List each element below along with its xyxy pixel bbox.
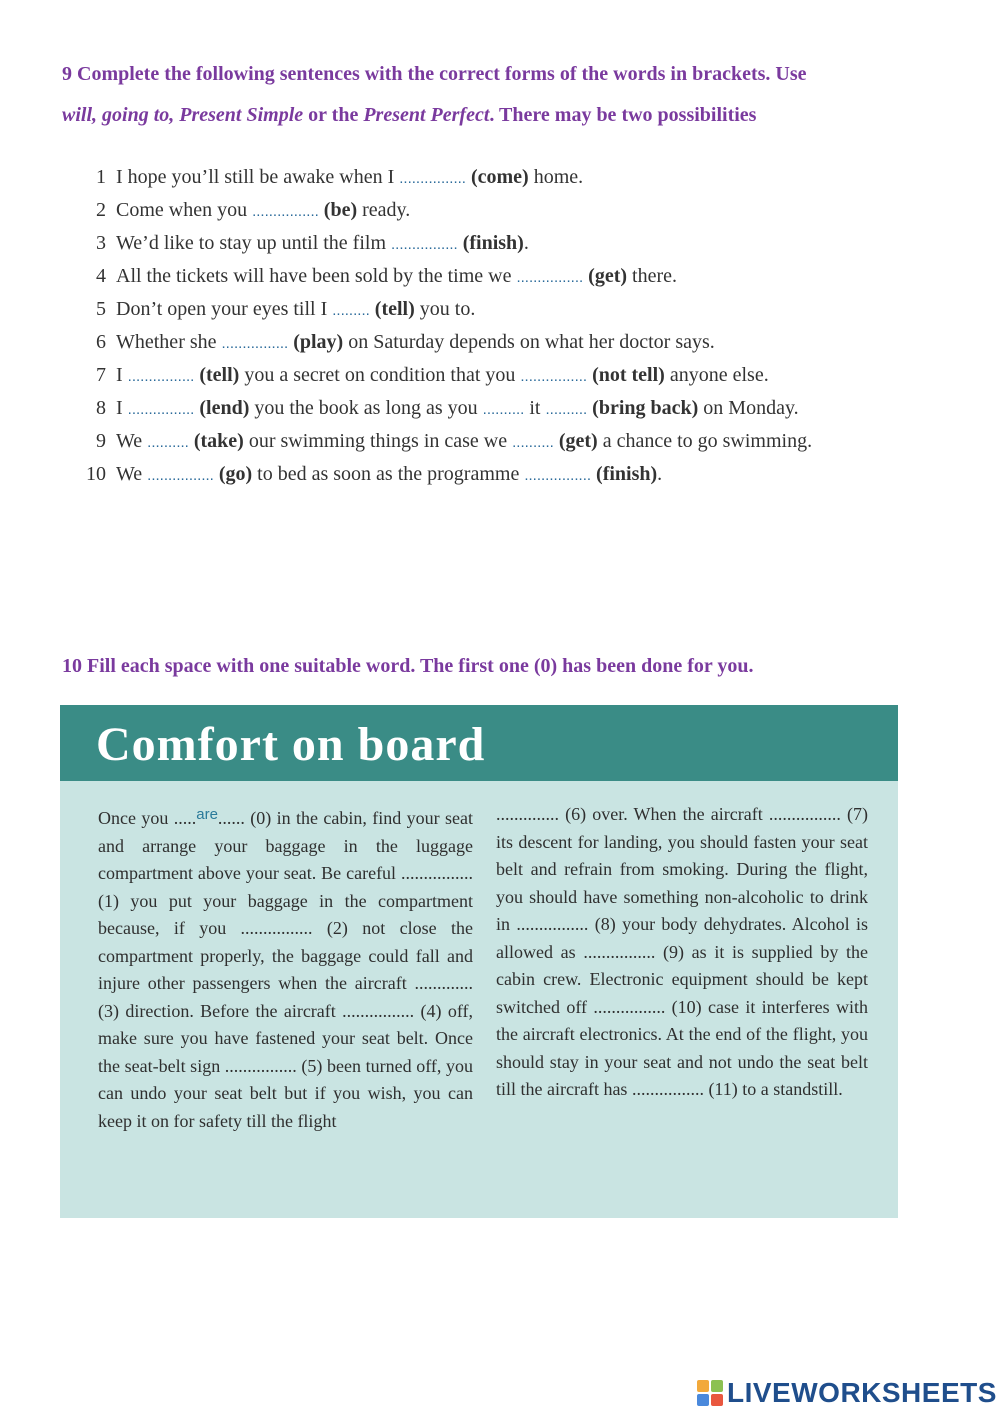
instruction-text: 9 Complete the following sentences with the correct forms of the words in brackets. Use <box>62 63 807 85</box>
sentence-6 <box>84 329 904 357</box>
sentence-text: it <box>524 397 546 419</box>
sentence-text: to bed as soon as the programme <box>252 463 525 485</box>
verb-prompt: (tell) <box>374 298 415 320</box>
sentence-3 <box>84 230 904 258</box>
logo-square <box>697 1394 709 1406</box>
answer-gap[interactable]: ................ <box>391 236 458 253</box>
logo-square <box>711 1380 723 1392</box>
sentence-text: I <box>116 364 128 386</box>
sentence-2 <box>84 197 904 225</box>
sentence-text: a chance to go swimming. <box>597 430 813 452</box>
verb-prompt: (take) <box>193 430 244 452</box>
sentence-text: you to. <box>414 298 476 320</box>
sentence-number: 1 <box>96 166 106 188</box>
sentence-number: 10 <box>86 463 106 485</box>
sentence-text: on Monday. <box>698 397 799 419</box>
instruction-text: or the <box>303 104 364 126</box>
sentence-number: 9 <box>96 430 106 452</box>
sentence-text: on Saturday depends on what her doctor says. <box>343 331 715 353</box>
sentence-1 <box>84 164 904 192</box>
answer-gap[interactable]: ................ <box>127 401 195 418</box>
sentence-text: you the book as long as you <box>249 397 483 419</box>
sentence-text: Don’t open your eyes till I <box>116 298 333 320</box>
sentence-text: our swimming things in case we <box>243 430 513 452</box>
answer-gap[interactable]: ......... <box>332 302 370 319</box>
sentence-text: there. <box>627 265 677 287</box>
sentence-text: . <box>657 463 663 485</box>
sentence-text: We <box>116 463 148 485</box>
verb-prompt: (come) <box>470 166 529 188</box>
sentence-number: 2 <box>96 199 106 221</box>
sentence-number: 4 <box>96 265 106 287</box>
verb-prompt: (tell) <box>199 364 240 386</box>
answer-gap[interactable]: ................ <box>516 269 584 286</box>
title-banner <box>60 705 898 781</box>
answer-gap[interactable]: .......... <box>482 401 525 418</box>
sentence-number: 5 <box>96 298 106 320</box>
sentence-7 <box>84 362 904 390</box>
verb-prompt: (go) <box>218 463 253 485</box>
answer-gap[interactable]: ................ <box>127 368 195 385</box>
logo-square <box>697 1380 709 1392</box>
answer-gap[interactable]: .......... <box>545 401 588 418</box>
sentence-text: We’d like to stay up until the film <box>116 232 392 254</box>
sentence-8 <box>84 395 904 423</box>
logo-square <box>711 1394 723 1406</box>
sentence-number: 7 <box>96 364 106 386</box>
paragraph-text: ...... (0) in the cabin, find your seat and arrange your baggage in the luggage compartment above your seat. Be careful ................ (1) you put your baggage in the compartment because, if you ................ (2) not close the compartment properly, the baggage could fall and injure other passengers when the aircraft ............. (3) direction. Before the aircraft ................ (4) off, make sure you have fastened your seat belt. Once the seat-belt sign ................ (5) been turned off, you can undo your seat belt but if you wish, you can keep it on for safety till the flight <box>98 808 473 1131</box>
sentence-5 <box>84 296 904 324</box>
answer-gap[interactable]: .......... <box>512 434 554 451</box>
sentence-text: home. <box>528 166 584 188</box>
answer-gap[interactable]: ................ <box>221 335 289 352</box>
instruction-italic: will, going to, Present Simple <box>62 104 304 126</box>
sentence-text: you a secret on condition that you <box>239 364 521 386</box>
verb-prompt: (play) <box>293 331 344 353</box>
verb-prompt: (lend) <box>199 397 250 419</box>
text-panel <box>60 705 898 1218</box>
answer-gap[interactable]: .......... <box>147 434 189 451</box>
answer-gap[interactable]: ................ <box>520 368 588 385</box>
sentence-text: All the tickets will have been sold by the time we <box>116 265 517 287</box>
verb-prompt: (finish) <box>596 463 658 485</box>
liveworksheets-logo <box>697 1377 997 1409</box>
answer-gap[interactable]: ................ <box>399 170 466 187</box>
paragraph-text: Once you ..... <box>98 808 197 828</box>
sentence-10 <box>84 461 904 489</box>
sentence-number: 6 <box>96 331 106 353</box>
sentence-text: . <box>523 232 529 254</box>
logo-text: LIVEWORKSHEETS <box>727 1377 997 1408</box>
instruction-text: . There may be two possibilities <box>489 104 757 126</box>
exercise-9-sentences <box>84 164 904 494</box>
sentence-text: I <box>116 397 128 419</box>
answer-gap[interactable]: ................ <box>147 467 214 484</box>
sentence-text: Come when you <box>116 199 253 221</box>
verb-prompt: (finish) <box>462 232 524 254</box>
sentence-text: anyone else. <box>664 364 769 386</box>
verb-prompt: (get) <box>558 430 598 452</box>
exercise-9-instruction <box>62 54 962 136</box>
sentence-text: ready. <box>357 199 411 221</box>
panel-title: Comfort on board <box>96 718 486 771</box>
sentence-number: 8 <box>96 397 106 419</box>
sentence-number: 3 <box>96 232 106 254</box>
left-column <box>98 801 473 1135</box>
answer-gap[interactable]: ................ <box>252 203 319 220</box>
verb-prompt: (not tell) <box>592 364 665 386</box>
instruction-italic: Present Perfect <box>363 104 490 126</box>
verb-prompt: (bring back) <box>592 397 699 419</box>
logo-mark-icon <box>697 1380 723 1406</box>
sentence-4 <box>84 263 904 291</box>
verb-prompt: (be) <box>323 199 358 221</box>
sentence-9 <box>84 428 904 456</box>
answer-gap[interactable]: ................ <box>524 467 592 484</box>
example-answer[interactable]: are <box>196 806 218 823</box>
verb-prompt: (get) <box>588 265 628 287</box>
exercise-10-instruction: 10 Fill each space with one suitable word. The first one (0) has been done for you. <box>62 655 754 677</box>
right-column: .............. (6) over. When the aircraft ................ (7) its descent for landing, you should fasten your seat belt and refrain from smoking. During the flight, you should have something non-alcoholic to drink in ................ (8) your body dehydrates. Alcohol is allowed as ................ (9) as it is supplied by the cabin crew. Electronic equipment should be kept switched off ................ (10) case it interferes with the aircraft electronics. At the end of the flight, you should stay in your seat and not undo the seat belt till the aircraft has ................ (11) to a standstill. <box>496 804 868 1099</box>
sentence-text: We <box>116 430 148 452</box>
sentence-text: I hope you’ll still be awake when I <box>116 166 400 188</box>
sentence-text: Whether she <box>116 331 222 353</box>
